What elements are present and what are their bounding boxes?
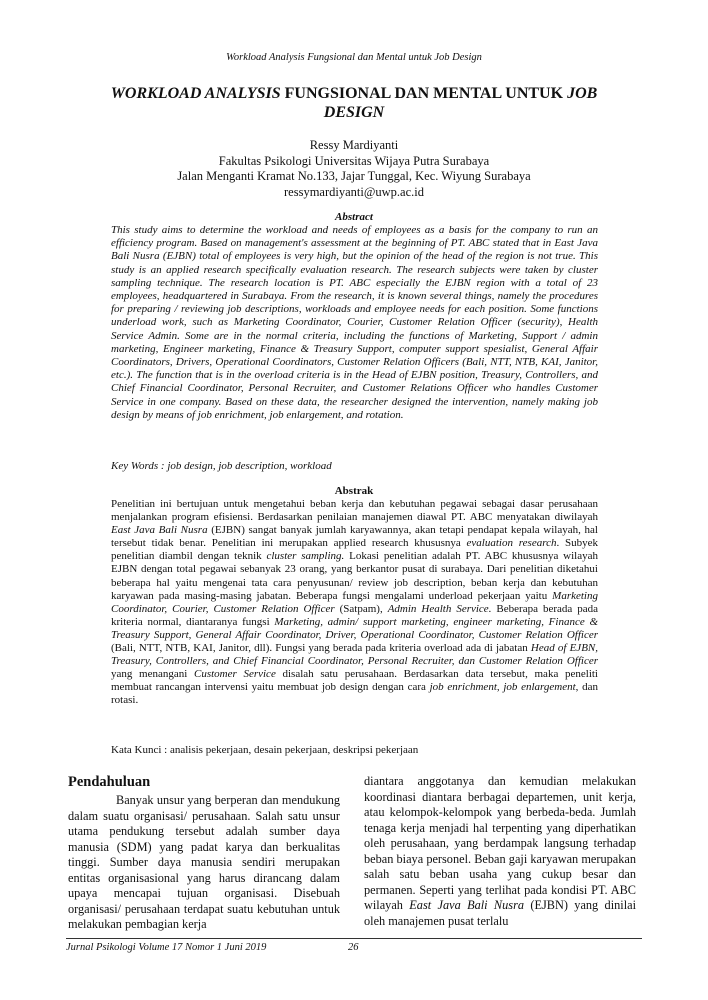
abstract-id-run: Penelitian ini bertujuan untuk mengetahui beban kerja dan kebutuhan pegawai sebagai dasar perusahaan menjalankan program efisiensi. Berdasarkan penilaian manajemen diawal PT. ABC menyatakan diwilayah — [111, 498, 598, 524]
footer-journal: Jurnal Psikologi Volume 17 Nomor 1 Juni 2019 — [66, 942, 267, 953]
abstract-id-text — [111, 498, 598, 708]
abstract-id-italic: East Java Bali Nusra — [111, 524, 208, 537]
abstract-en-text: This study aims to determine the workload and needs of employees as a basis for the company to run an efficiency program. Based on management's assessment at the beginning of PT. ABC stated that in East Java Bali Nusra (EJBN) total of employees is very high, but the opinion of the head of the region is not true. This study is an applied research specifically evaluation research. The research subjects were taken by cluster sampling technique. The research location is PT. ABC especially the EJBN region with a total of 23 employees, headquartered in Surabaya. From the research, it is known several things, namely the procedures for preparing / reviewing job descriptions, workloads and employee needs for each position. Some functions underload work, such as Marketing Coordinator, Courier, Customer Relation Officer (security), Health Service Admin. Some are in the normal criteria, including the functions of Marketing, Support / admin marketing, Engineer marketing, Finance & Treasury Support, computer support spesialist, General Affair Coordinators, Drivers, Operational Coordinators, Customer Relation Officers (Bali, NTT, NTB, KAI, Janitor, etc.). The function that is in the overload criteria is in the Head of EJBN position, Treasury, Controllers, and Chief Financial Coordinator, Personal Recruiter, and Customer Relations Officer who handles Customer Service in one company. Based on these data, the researcher designed the intervention, namely making job design by means of job enrichment, job enlargement, and rotation. — [111, 224, 598, 421]
author-block — [80, 138, 628, 200]
author-name: Ressy Mardiyanti — [309, 138, 399, 152]
abstract-id-run: Lokasi penelitian adalah PT. ABC khususnya wilayah EJBN dengan total pegawai sebanyak 23 orang, yang berkantor pusat di surabaya. Dari penelitian diketahui beberapa hal yaitu mengenai tata cara penyusunan/ review job description, beban kerja dan kebutuhan karyawan pada masing-masing jabatan. Beberapa fungsi mengalami underload pekerjaan yaitu — [111, 550, 599, 602]
abstract-id-run: (EJBN) sangat banyak jumlah karyawannya, akan tetapi pendapat kepala wilayah, hal tersebut tidak benar. Penelitian ini merupakan applied research khususnya — [111, 524, 598, 550]
author-email: ressymardiyanti@uwp.ac.id — [284, 184, 424, 199]
intro-paragraph-left: Banyak unsur yang berperan dan mendukung dalam suatu organisasi/ perusahaan. Salah satu unsur utama pendukung tersebut adalah sumber daya manusia (SDM) yang padat karya dan berkualitas tinggi. Sumber daya manusia sendiri merupakan entitas organisasional yang harus dirancang dalam upaya mencapai tujuan organisasi. Disebuah organisasi/ perusahaan terdapat suatu kebutuhan untuk melakukan pembagian kerja — [68, 793, 340, 931]
abstract-id-italic: Customer Service — [194, 668, 276, 681]
intro-paragraph-right — [364, 774, 636, 929]
abstract-id-italic: job enrichment, job enlargement — [429, 681, 576, 694]
intro-column-left — [68, 774, 340, 933]
author-affiliation: Fakultas Psikologi Universitas Wijaya Putra Surabaya — [218, 153, 490, 168]
title-part-3: JOB — [567, 85, 598, 102]
abstract-id-heading: Abstrak — [334, 485, 374, 497]
abstract-id-italic: Marketing Coordinator, Courier, Customer Relation Officer — [111, 589, 598, 615]
abstract-id-run: (Satpam), — [334, 602, 388, 615]
intro-column-right — [364, 774, 636, 929]
abstract-id-run: , dan rotasi. — [111, 681, 599, 707]
abstract-id-run: yang menangani — [111, 668, 194, 681]
abstract-id-italic: Admin Health Service. — [387, 602, 492, 615]
page-number: 26 — [348, 942, 359, 953]
title-part-1: WORKLOAD ANALYSIS — [110, 85, 281, 102]
footer-divider — [66, 938, 642, 939]
abstract-en-heading: Abstract — [335, 211, 373, 223]
keywords-id: Kata Kunci : analisis pekerjaan, desain pekerjaan, deskripsi pekerjaan — [111, 744, 419, 756]
abstract-id-run: . Subyek penelitian diambil dengan teknik — [111, 537, 599, 563]
title-part-4: DESIGN — [323, 104, 385, 121]
section-heading: Pendahuluan — [68, 774, 151, 790]
abstract-id-run: disalah satu perusahaan. Berdasarkan data tersebut, maka peneliti membuat rancangan intervensi yaitu membuat job design dengan cara — [111, 668, 598, 694]
keywords-en: Key Words : job design, job description, workload — [111, 460, 332, 472]
intro-run: (EJBN) yang dinilai oleh manajemen pusat terlalu — [364, 898, 636, 928]
abstract-id-run: Beberapa berada pada kriteria normal, diantaranya fungsi — [111, 602, 599, 628]
title-part-2: FUNGSIONAL DAN MENTAL UNTUK — [280, 85, 568, 102]
abstract-id-italic: Marketing, admin/ support marketing, engineer marketing, Finance & Treasury Support, General Affair Coordinator, Driver, Operational Coordinator, Customer Relation Officer — [111, 615, 598, 641]
author-address: Jalan Menganti Kramat No.133, Jajar Tunggal, Kec. Wiyung Surabaya — [177, 169, 531, 183]
intro-run: diantara anggotanya dan kemudian melakukan koordinasi diantara berbagai departemen, unit kerja, atau kelompok-kelompok yang berbeda-beda. Jumlah tenaga kerja menjadi hal terpenting yang diperhatikan oleh perusahaan, yang berdampak langsung terhadap beban biaya personel. Beban gaji karyawan merupakan salah satu beban usaha yang cukup besar dan permanen. Seperti yang terlihat pada kondisi PT. ABC wilayah — [364, 774, 636, 912]
running-head: Workload Analysis Fungsional dan Mental untuk Job Design — [226, 52, 482, 63]
paper-title — [80, 84, 628, 122]
intro-italic: East Java Bali Nusra — [409, 898, 525, 912]
abstract-id-italic: cluster sampling. — [266, 550, 345, 563]
abstract-id-italic: Head of EJBN, Treasury, Controllers, and Chief Financial Coordinator, Personal Recruiter, dan Customer Relation Officer — [111, 642, 598, 668]
abstract-id-italic: evaluation research — [466, 537, 557, 550]
abstract-id-run: (Bali, NTT, NTB, KAI, Janitor, dll). Fungsi yang berada pada kriteria overload ada di jabatan — [111, 642, 531, 655]
